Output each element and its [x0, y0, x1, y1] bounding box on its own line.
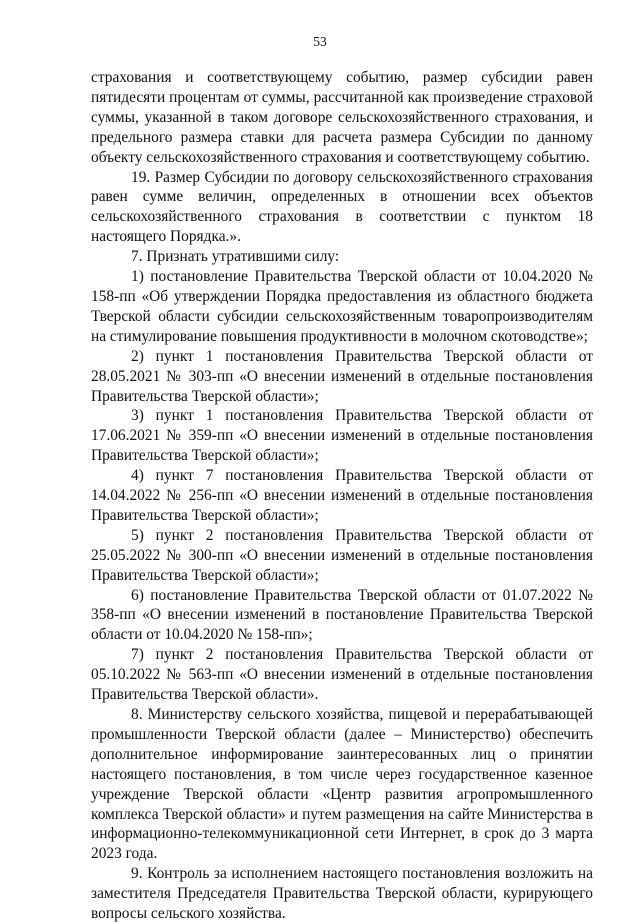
document-body: [91, 68, 593, 924]
paragraph-7-item-6: 6) постановление Правительства Тверской области от 01.07.2022 № 358-пп «О внесении изменений в постановление Правительства Тверской области от 10.04.2020 № 158-пп»;: [91, 586, 593, 644]
paragraph-19: 19. Размер Субсидии по договору сельскохозяйственного страхования равен сумме величин, определенных в отношении всех объектов сельскохозяйственного страхования в соответствии с пунктом 18 настоящего Порядка.».: [91, 168, 593, 246]
paragraph-7: 7. Признать утратившими силу:: [131, 248, 340, 266]
paragraph-7-item-7: 7) пункт 2 постановления Правительства Тверской области от 05.10.2022 № 563-пп «О внесении изменений в отдельные постановления Правительства Тверской области».: [91, 646, 593, 704]
paragraph-7-item-1: 1) постановление Правительства Тверской области от 10.04.2020 № 158-пп «Об утверждении Порядка предоставления из областного бюджета Тверской области субсидии сельскохозяйственным товаропроизводителям на стимулирование повышения продуктивности в молочном скотоводстве»;: [91, 268, 593, 345]
paragraph-7-item-4: 4) пункт 7 постановления Правительства Тверской области от 14.04.2022 № 256-пп «О внесении изменений в отдельные постановления Правительства Тверской области»;: [91, 467, 593, 524]
paragraph-9: 9. Контроль за исполнением настоящего постановления возложить на заместителя Председателя Правительства Тверской области, курирующего вопросы сельского хозяйства.: [91, 865, 593, 923]
paragraph-7-item-3: 3) пункт 1 постановления Правительства Тверской области от 17.06.2021 № 359-пп «О внесении изменений в отдельные постановления Правительства Тверской области»;: [91, 407, 593, 465]
paragraph-7-item-2: 2) пункт 1 постановления Правительства Тверской области от 28.05.2021 № 303-пп «О внесении изменений в отдельные постановления Правительства Тверской области»;: [91, 347, 593, 405]
page-number: 53: [313, 34, 327, 49]
paragraph-8: 8. Министерству сельского хозяйства, пищевой и перерабатывающей промышленности Тверской области (далее – Министерство) обеспечить дополнительное информирование заинтересованных лиц о принятии настоящего постановления, в том числе через государственное казенное учреждение Тверской области «Центр развития агропромышленного комплекса Тверской области» и путем размещения на сайте Министерства в информационно-телекоммуникационной сети Интернет, в срок до 3 марта 2023 года.: [91, 706, 593, 863]
paragraph-7-item-5: 5) пункт 2 постановления Правительства Тверской области от 25.05.2022 № 300-пп «О внесении изменений в отдельные постановления Правительства Тверской области»;: [91, 526, 593, 584]
paragraph-continuation: страхования и соответствующему событию, размер субсидии равен пятидесяти процентам от суммы, рассчитанной как произведение страховой суммы, указанной в таком договоре сельскохозяйственного страхования, и предельного размера ставки для расчета размера Субсидии по данному объекту сельскохозяйственного страхования и соответствующему событию.: [91, 69, 593, 166]
